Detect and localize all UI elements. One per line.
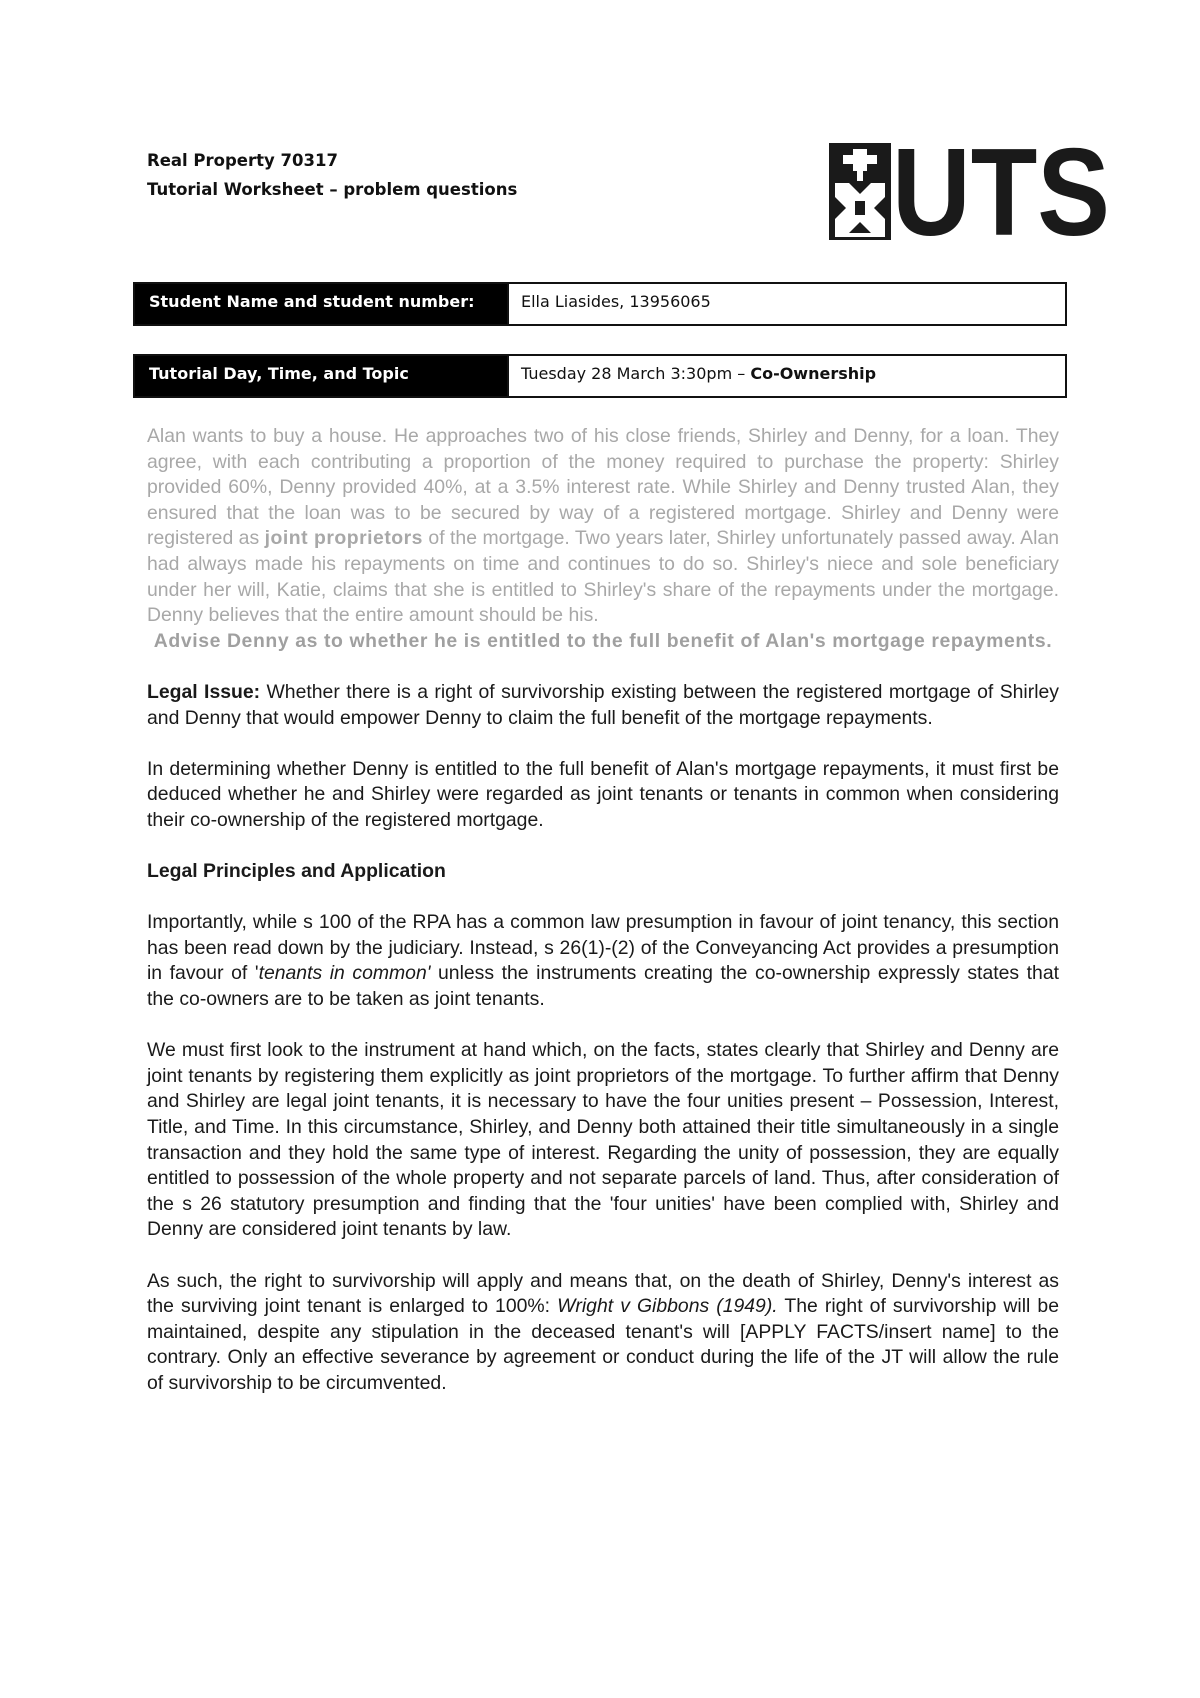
tutorial-date-time: Tuesday 28 March 3:30pm – [521,364,751,383]
student-info-row [133,282,1067,326]
legal-issue-label: Legal Issue: [147,680,261,703]
student-value: Ella Liasides, 13956065 [507,284,1065,324]
tutorial-value [507,356,1065,396]
tenants-in-common-term: tenants in common' [258,962,431,985]
joint-proprietors-term: joint proprietors [264,527,423,550]
uts-crest-icon [829,143,891,240]
worksheet-title: Tutorial Worksheet – problem questions [147,180,518,199]
question-text: Alan wants to buy a house. He approaches two of his close friends, Shirley and Denny, for a loan. They agree, with each contributing a proportion of the money required to purchase the property: Shirley provided 60%, Denny provided 40%, at a 3.5% interest rate. While Shirley and Denny trusted Alan, they ensured that the loan was to be secured by way of a registered mortgage. Shirley and Denny were registered as [147,425,1059,550]
paragraph-presumption [147,910,1059,1012]
paragraph-survivorship [147,1269,1059,1397]
section-heading: Legal Principles and Application [147,860,446,883]
advise-instruction: Advise Denny as to whether he is entitled to the full benefit of Alan's mortgage repayments. [153,629,1053,652]
presumption-text-continued: unless the instruments creating the co-ownership expressly states that the co-owners are to be taken as joint tenants. [147,962,1059,1011]
document-body [147,424,1059,1397]
document-header [147,146,517,204]
case-citation: Wright v Gibbons (1949). [557,1295,778,1318]
uts-logo [829,143,1119,240]
survivorship-text: As such, the right to survivorship will apply and means that, on the death of Shirley, Denny's interest as the surviving joint tenant is enlarged to 100%: [147,1269,1059,1318]
tutorial-label: Tutorial Day, Time, and Topic [135,356,507,396]
uts-wordmark: UTS [892,143,1110,240]
question-text-continued: of the mortgage. Two years later, Shirley unfortunately passed away. Alan had always made his repayments on time and continues to do so. Shirley's niece and sole beneficiary under her will, Katie, claims that she is entitled to Shirley's share of the repayments under the mortgage. Denny believes that the entire amount should be his. [147,527,1059,627]
paragraph-determination: In determining whether Denny is entitled to the full benefit of Alan's mortgage repayments, it must first be deduced whether he and Shirley were regarded as joint tenants or tenants in common when considering their co-ownership of the registered mortgage. [147,757,1059,831]
presumption-text: Importantly, while s 100 of the RPA has a common law presumption in favour of joint tenancy, this section has been read down by the judiciary. Instead, s 26(1)-(2) of the Conveyancing Act provides a presumption in favour of ' [147,911,1059,985]
paragraph-four-unities: We must first look to the instrument at hand which, on the facts, states clearly that Shirley and Denny are joint tenants by registering them explicitly as joint proprietors of the mortgage. To further affirm that Denny and Shirley are legal joint tenants, it is necessary to have the four unities present – Possession, Interest, Title, and Time. In this circumstance, Shirley, and Denny both attained their title simultaneously in a single transaction and they hold the same type of interest. Regarding the unity of possession, they are equally entitled to possession of the whole property and not separate parcels of land. Thus, after consideration of the s 26 statutory presumption and finding that the 'four unities' have been complied with, Shirley and Denny are considered joint tenants by law. [147,1039,1059,1241]
survivorship-text-continued: The right of survivorship will be maintained, despite any stipulation in the deceased tenant's will [APPLY FACTS/insert name] to the contrary. Only an effective severance by agreement or conduct during the life of the JT will allow the rule of survivorship to be circumvented. [147,1295,1059,1394]
tutorial-info-row [133,354,1067,398]
legal-issue-text: Whether there is a right of survivorship existing between the registered mortgage of Shirley and Denny that would empower Denny to claim the full benefit of the mortgage repayments. [147,680,1059,729]
legal-issue-paragraph [147,680,1059,731]
problem-question [147,424,1059,629]
course-title: Real Property 70317 [147,151,338,170]
tutorial-topic: Co-Ownership [750,364,877,383]
student-label: Student Name and student number: [135,284,507,324]
